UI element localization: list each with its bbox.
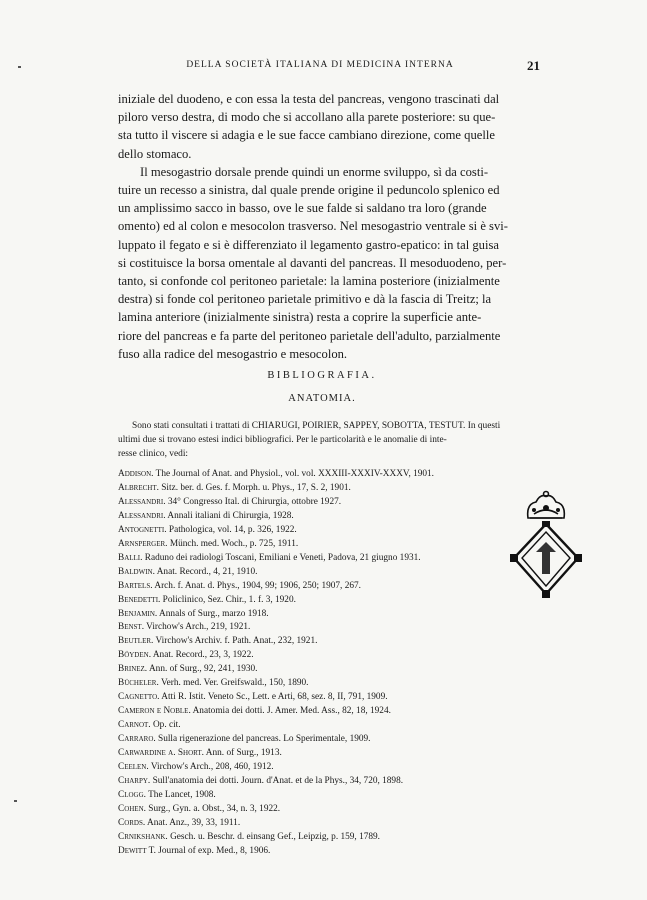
reference-entry <box>118 705 538 719</box>
reference-entry <box>118 845 538 859</box>
reference-author: Brinez. <box>118 664 148 675</box>
body-line: tanto, si confonde col peritoneo parietale: la lamina posteriore (inizialmente <box>118 274 500 289</box>
reference-author: Benedetti. <box>118 594 161 605</box>
body-line: destra) si fonde col peritoneo parietale primitivo e dà la fascia di Treitz; la <box>118 292 492 307</box>
reference-author: Clogg. <box>118 789 146 800</box>
reference-author: Cagnetto. <box>118 692 160 703</box>
reference-entry <box>118 552 538 566</box>
reference-author: Addison. <box>118 469 154 479</box>
reference-text: Anatomia dei dotti. J. Amer. Med. Ass., 82, 18, 1924. <box>190 706 391 717</box>
reference-entry <box>118 482 538 496</box>
reference-text: Pathologica, vol. 14, p. 326, 1922. <box>166 524 297 535</box>
reference-entry <box>118 803 538 817</box>
reference-author: Baldwin. <box>118 566 155 577</box>
reference-author: Bartels. <box>118 580 153 591</box>
margin-speck <box>18 66 21 68</box>
reference-entry <box>118 594 538 608</box>
reference-author: Cameron e Noble. <box>118 706 191 717</box>
reference-text: Sull'anatomia dei dotti. Journ. d'Anat. et de la Phys., 34, 720, 1898. <box>150 775 404 786</box>
reference-entry <box>118 747 538 761</box>
body-line: luppato il fegato e si è differenziato il legamento gastro-epatico: in tal guisa <box>118 237 499 252</box>
reference-text: The Lancet, 1908. <box>145 789 216 800</box>
reference-entry <box>118 691 538 705</box>
reference-entry <box>118 733 538 747</box>
body-line: piloro verso destra, di modo che si accollano alla parete posteriore: su que- <box>118 110 496 125</box>
reference-author: Benst. <box>118 622 145 633</box>
reference-text: Virchow's Arch., 219, 1921. <box>144 622 251 633</box>
reference-author: Böyden. <box>118 650 152 661</box>
reference-entry <box>118 566 538 580</box>
reference-author: Dewitt T. <box>118 845 156 856</box>
reference-text: Virchow's Arch., 208, 460, 1912. <box>148 762 274 773</box>
reference-author: Balli. <box>118 552 143 563</box>
reference-author: Beutler. <box>118 636 154 647</box>
bibliography-title: BIBLIOGRAFIA. <box>267 370 377 381</box>
margin-speck <box>14 800 17 802</box>
reference-text: Atti R. Istit. Veneto Sc., Lett. e Arti, 68, sez. 8, II, 791, 1909. <box>159 692 388 703</box>
reference-text: The Journal of Anat. and Physiol., vol. vol. XXXIII-XXXIV-XXXV, 1901. <box>153 469 435 479</box>
reference-entry <box>118 649 538 663</box>
reference-author: Alessandri. <box>118 496 166 507</box>
body-line: dello stomaco. <box>118 146 192 161</box>
reference-entry <box>118 831 538 845</box>
reference-author: Albrecht. <box>118 482 159 493</box>
reference-text: Münch. med. Woch., p. 725, 1911. <box>167 538 299 549</box>
page-header <box>0 60 647 80</box>
reference-text: Annali italiani di Chirurgia, 1928. <box>165 510 294 521</box>
reference-author: Bücheler. <box>118 678 159 689</box>
reference-entry <box>118 789 538 803</box>
intro-line: Sono stati consultati i trattati di CHIARUGI, POIRIER, SAPPEY, SOBOTTA, TESTUT. In questi <box>132 421 501 431</box>
reference-entry <box>118 580 538 594</box>
body-line: Il mesogastrio dorsale prende quindi un enorme sviluppo, sì da costi- <box>140 164 489 179</box>
reference-text: 34° Congresso Ital. di Chirurgia, ottobre 1927. <box>165 496 342 507</box>
reference-author: Alessandri. <box>118 510 166 521</box>
reference-entry <box>118 677 538 691</box>
reference-text: Anat. Record., 23, 3, 1922. <box>151 650 254 661</box>
reference-text: Annals of Surg., marzo 1918. <box>157 608 269 619</box>
reference-entry <box>118 663 538 677</box>
reference-text: Ann. of Surg., 1913. <box>203 748 282 759</box>
reference-text: Virchow's Archiv. f. Path. Anat., 232, 1921. <box>153 636 318 647</box>
intro-line: resse clinico, vedi: <box>118 448 189 459</box>
reference-author: Arnsperger. <box>118 538 168 549</box>
intro-line: ultimi due si trovano estesi indici bibliografici. Per le particolarità e le anomalie di inte- <box>118 434 447 445</box>
reference-text: Raduno dei radiologi Toscani, Emiliani e Veneti, Padova, 21 giugno 1931. <box>142 552 421 563</box>
reference-author: Ceelen. <box>118 762 149 773</box>
bibliography-intro <box>118 420 526 461</box>
library-stamp <box>506 488 586 608</box>
reference-entry <box>118 510 538 524</box>
reference-text: Sulla rigenerazione del pancreas. Lo Sperimentale, 1909. <box>155 734 371 745</box>
reference-entry <box>118 496 538 510</box>
body-line: fuso alla radice del mesogastrio e mesocolon. <box>118 346 348 361</box>
reference-text: Anat. Anz., 39, 33, 1911. <box>145 817 241 828</box>
reference-list <box>118 468 538 859</box>
body-line: omento) ed al colon e mesocolon trasverso. Nel mesogastrio ventrale si è svi- <box>118 219 508 234</box>
body-line: si costituisce la borsa omentale al davanti del pancreas. Il mesoduodeno, per- <box>118 255 507 270</box>
reference-text: Anat. Record., 4, 21, 1910. <box>154 566 258 577</box>
reference-entry <box>118 524 538 538</box>
reference-author: Carnot. <box>118 720 151 731</box>
body-line: lamina anteriore (inizialmente sinistra) resta a coprire la superficie ante- <box>118 310 482 325</box>
reference-text: Op. cit. <box>150 720 181 731</box>
reference-author: Antognetti. <box>118 524 167 535</box>
body-line: sta tutto il viscere si adagia e le sue facce cambiano direzione, come quelle <box>118 128 495 143</box>
reference-text: Verh. med. Ver. Greifswald., 150, 1890. <box>158 678 309 689</box>
reference-entry <box>118 621 538 635</box>
reference-entry <box>118 761 538 775</box>
reference-author: Carwardine a. Short. <box>118 748 204 759</box>
body-text <box>118 90 526 363</box>
reference-entry <box>118 817 538 831</box>
reference-entry <box>118 719 538 733</box>
reference-author: Charpy. <box>118 775 151 786</box>
running-head: DELLA SOCIETÀ ITALIANA DI MEDICINA INTERNA <box>186 60 454 70</box>
reference-entry <box>118 538 538 552</box>
reference-text: Sitz. ber. d. Ges. f. Morph. u. Phys., 17, S. 2, 1901. <box>158 482 351 493</box>
reference-entry <box>118 635 538 649</box>
body-line: iniziale del duodeno, e con essa la testa del pancreas, vengono trascinati dal <box>118 92 500 106</box>
reference-text: Journal of exp. Med., 8, 1906. <box>155 845 271 856</box>
reference-text: Gesch. u. Beschr. d. einsang Gef., Leipzig, p. 159, 1789. <box>167 831 380 842</box>
reference-author: Crnikshank. <box>118 831 168 842</box>
page-number: 21 <box>527 58 540 73</box>
reference-entry <box>118 775 538 789</box>
body-line: riore del pancreas e fa parte del peritoneo parietale dell'adulto, parzialmente <box>118 328 501 343</box>
reference-entry <box>118 608 538 622</box>
reference-author: Cohen. <box>118 803 146 814</box>
reference-text: Arch. f. Anat. d. Phys., 1904, 99; 1906, 250; 1907, 267. <box>152 580 361 591</box>
reference-author: Benjamin. <box>118 608 158 619</box>
body-line: tuire un recesso a sinistra, dal quale prende origine il peduncolo splenico ed <box>118 183 500 198</box>
body-line: un amplissimo sacco in basso, ove le sue falde si saldano tra loro (grande <box>118 201 487 216</box>
reference-author: Cords. <box>118 817 146 828</box>
reference-text: Ann. of Surg., 92, 241, 1930. <box>147 664 258 675</box>
anatomy-subtitle: ANATOMIA. <box>288 393 356 404</box>
reference-text: Policlinico, Sez. Chir., 1. f. 3, 1920. <box>160 594 296 605</box>
reference-entry <box>118 468 538 482</box>
reference-author: Carraro. <box>118 734 156 745</box>
reference-text: Surg., Gyn. a. Obst., 34, n. 3, 1922. <box>145 803 281 814</box>
